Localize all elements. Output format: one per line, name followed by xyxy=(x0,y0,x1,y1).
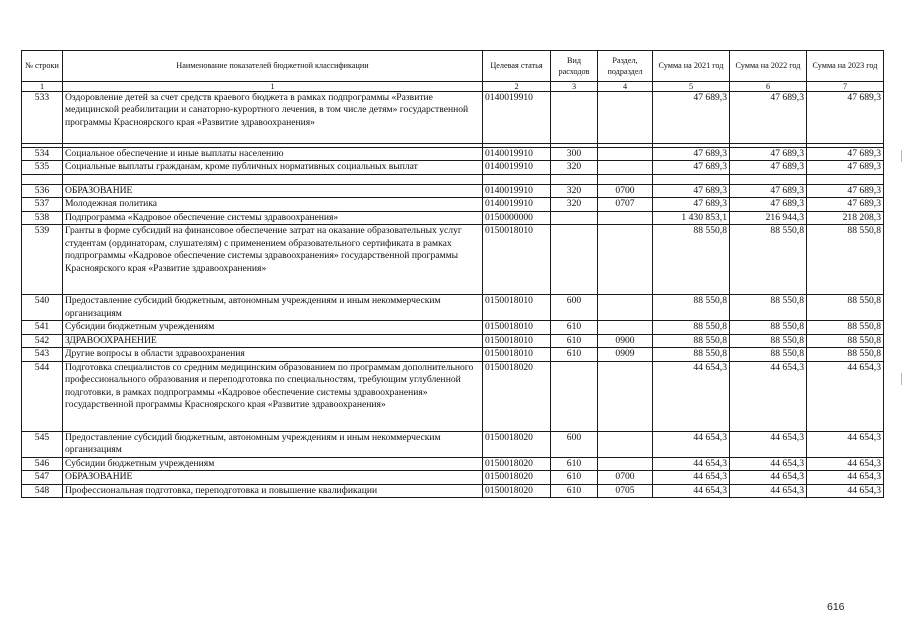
scan-mark xyxy=(901,373,902,385)
table-row xyxy=(22,321,884,334)
target-article: 0140019910 xyxy=(483,184,551,197)
section-code: 0900 xyxy=(598,334,653,347)
page-number: 616 xyxy=(827,601,845,613)
expense-type: 300 xyxy=(551,148,598,161)
indicator-name: Молодежная политика xyxy=(63,198,483,211)
sum-2023: 47 689,3 xyxy=(807,161,884,174)
sum-2021: 47 689,3 xyxy=(653,198,730,211)
indicator-name: Оздоровление детей за счет средств краевого бюджета в рамках подпрограммы «Развитие медицинской реабилитации и санаторно-курортного лечения, в том числе детям» государственной программы Красноярского края «Развитие здравоохранения» xyxy=(63,92,483,144)
target-article: 0150018010 xyxy=(483,348,551,361)
column-number: 2 xyxy=(483,82,551,92)
sum-2022: 47 689,3 xyxy=(730,198,807,211)
column-number: 4 xyxy=(598,82,653,92)
column-number: 1 xyxy=(22,82,63,92)
expense-type: 320 xyxy=(551,161,598,174)
indicator-name: Социальные выплаты гражданам, кроме публичных нормативных социальных выплат xyxy=(63,161,483,174)
indicator-name: Социальное обеспечение и иные выплаты населению xyxy=(63,148,483,161)
table-row xyxy=(22,348,884,361)
indicator-name: Субсидии бюджетным учреждениям xyxy=(63,321,483,334)
row-number: 546 xyxy=(22,457,63,470)
table-row xyxy=(22,225,884,295)
expense-type xyxy=(551,225,598,295)
table-row xyxy=(22,295,884,321)
sum-2021: 88 550,8 xyxy=(653,321,730,334)
table-row xyxy=(22,484,884,497)
target-article: 0150018020 xyxy=(483,484,551,497)
row-number: 540 xyxy=(22,295,63,321)
empty-cell xyxy=(807,174,884,184)
row-number: 535 xyxy=(22,161,63,174)
sum-2022: 47 689,3 xyxy=(730,92,807,144)
target-article: 0150018020 xyxy=(483,431,551,457)
target-article: 0150018010 xyxy=(483,295,551,321)
empty-cell xyxy=(63,174,483,184)
section-code xyxy=(598,225,653,295)
header-row-number: № строки xyxy=(22,51,63,82)
target-article: 0150018010 xyxy=(483,225,551,295)
indicator-name: Подготовка специалистов со средним медицинским образованием по программам дополнительного профессионального образования и переподготовка по специальностям, требующим углубленной подготовки, в рамках подпрограммы «Кадровое обеспечение системы здравоохранения» государственной программы Красноярского края «Развитие здравоохранения» xyxy=(63,361,483,431)
sum-2023: 88 550,8 xyxy=(807,348,884,361)
expense-type: 320 xyxy=(551,198,598,211)
sum-2023: 47 689,3 xyxy=(807,92,884,144)
indicator-name: Другие вопросы в области здравоохранения xyxy=(63,348,483,361)
indicator-name: ОБРАЗОВАНИЕ xyxy=(63,184,483,197)
sum-2023: 88 550,8 xyxy=(807,295,884,321)
table-row xyxy=(22,92,884,144)
section-code xyxy=(598,148,653,161)
sum-2023: 218 208,3 xyxy=(807,211,884,224)
sum-2023: 44 654,3 xyxy=(807,457,884,470)
sum-2021: 44 654,3 xyxy=(653,361,730,431)
sum-2023: 44 654,3 xyxy=(807,484,884,497)
section-code: 0909 xyxy=(598,348,653,361)
table-spacer-row xyxy=(22,174,884,184)
header-expense-type: Вид расходов xyxy=(551,51,598,82)
sum-2022: 47 689,3 xyxy=(730,161,807,174)
row-number: 548 xyxy=(22,484,63,497)
row-number: 544 xyxy=(22,361,63,431)
section-code xyxy=(598,457,653,470)
indicator-name: Подпрограмма «Кадровое обеспечение системы здравоохранения» xyxy=(63,211,483,224)
section-code: 0700 xyxy=(598,184,653,197)
table-row xyxy=(22,361,884,431)
target-article: 0140019910 xyxy=(483,198,551,211)
table-row xyxy=(22,148,884,161)
sum-2022: 216 944,3 xyxy=(730,211,807,224)
section-code xyxy=(598,211,653,224)
indicator-name: Профессиональная подготовка, переподготовка и повышение квалификации xyxy=(63,484,483,497)
section-code: 0700 xyxy=(598,471,653,484)
sum-2021: 88 550,8 xyxy=(653,348,730,361)
expense-type: 610 xyxy=(551,484,598,497)
sum-2023: 47 689,3 xyxy=(807,198,884,211)
table-body xyxy=(22,92,884,498)
header-section: Раздел, подраздел xyxy=(598,51,653,82)
indicator-name: ЗДРАВООХРАНЕНИЕ xyxy=(63,334,483,347)
column-number: 6 xyxy=(730,82,807,92)
sum-2023: 88 550,8 xyxy=(807,334,884,347)
column-number: 1 xyxy=(63,82,483,92)
row-number: 541 xyxy=(22,321,63,334)
target-article: 0150018010 xyxy=(483,334,551,347)
table-row xyxy=(22,334,884,347)
expense-type: 610 xyxy=(551,457,598,470)
column-number-row xyxy=(22,82,884,92)
table-row xyxy=(22,471,884,484)
budget-table xyxy=(21,50,884,498)
target-article: 0150000000 xyxy=(483,211,551,224)
header-sum-2022: Сумма на 2022 год xyxy=(730,51,807,82)
row-number: 539 xyxy=(22,225,63,295)
expense-type: 610 xyxy=(551,334,598,347)
expense-type: 320 xyxy=(551,184,598,197)
indicator-name: Предоставление субсидий бюджетным, автономным учреждениям и иным некоммерческим организациям xyxy=(63,431,483,457)
section-code xyxy=(598,295,653,321)
column-number: 3 xyxy=(551,82,598,92)
sum-2021: 44 654,3 xyxy=(653,431,730,457)
sum-2022: 44 654,3 xyxy=(730,471,807,484)
section-code xyxy=(598,92,653,144)
section-code xyxy=(598,161,653,174)
sum-2023: 88 550,8 xyxy=(807,225,884,295)
sum-2023: 44 654,3 xyxy=(807,361,884,431)
row-number: 545 xyxy=(22,431,63,457)
sum-2022: 47 689,3 xyxy=(730,184,807,197)
empty-cell xyxy=(551,174,598,184)
row-number: 538 xyxy=(22,211,63,224)
section-code: 0707 xyxy=(598,198,653,211)
table-row xyxy=(22,431,884,457)
sum-2021: 88 550,8 xyxy=(653,334,730,347)
table-header xyxy=(22,51,884,92)
expense-type xyxy=(551,211,598,224)
expense-type: 600 xyxy=(551,431,598,457)
row-number: 536 xyxy=(22,184,63,197)
row-number: 542 xyxy=(22,334,63,347)
table-row xyxy=(22,211,884,224)
section-code: 0705 xyxy=(598,484,653,497)
header-sum-2023: Сумма на 2023 год xyxy=(807,51,884,82)
expense-type: 610 xyxy=(551,471,598,484)
indicator-name: ОБРАЗОВАНИЕ xyxy=(63,471,483,484)
expense-type xyxy=(551,361,598,431)
sum-2022: 44 654,3 xyxy=(730,457,807,470)
sum-2021: 47 689,3 xyxy=(653,148,730,161)
row-number: 537 xyxy=(22,198,63,211)
sum-2023: 44 654,3 xyxy=(807,431,884,457)
section-code xyxy=(598,361,653,431)
expense-type: 600 xyxy=(551,295,598,321)
column-number: 5 xyxy=(653,82,730,92)
sum-2021: 47 689,3 xyxy=(653,92,730,144)
header-sum-2021: Сумма на 2021 год xyxy=(653,51,730,82)
target-article: 0140019910 xyxy=(483,148,551,161)
row-number: 534 xyxy=(22,148,63,161)
row-number: 547 xyxy=(22,471,63,484)
section-code xyxy=(598,321,653,334)
table-row xyxy=(22,457,884,470)
sum-2022: 88 550,8 xyxy=(730,295,807,321)
empty-cell xyxy=(22,174,63,184)
sum-2021: 44 654,3 xyxy=(653,457,730,470)
sum-2021: 88 550,8 xyxy=(653,225,730,295)
sum-2023: 47 689,3 xyxy=(807,148,884,161)
sum-2021: 47 689,3 xyxy=(653,184,730,197)
sum-2022: 44 654,3 xyxy=(730,484,807,497)
sum-2021: 47 689,3 xyxy=(653,161,730,174)
sum-2023: 47 689,3 xyxy=(807,184,884,197)
sum-2022: 44 654,3 xyxy=(730,361,807,431)
sum-2022: 88 550,8 xyxy=(730,225,807,295)
table-row xyxy=(22,161,884,174)
row-number: 533 xyxy=(22,92,63,144)
sum-2021: 44 654,3 xyxy=(653,484,730,497)
target-article: 0150018020 xyxy=(483,471,551,484)
empty-cell xyxy=(730,174,807,184)
table-row xyxy=(22,198,884,211)
column-number: 7 xyxy=(807,82,884,92)
scan-mark xyxy=(901,150,902,162)
target-article: 0150018020 xyxy=(483,361,551,431)
sum-2021: 1 430 853,1 xyxy=(653,211,730,224)
indicator-name: Предоставление субсидий бюджетным, автономным учреждениям и иным некоммерческим организациям xyxy=(63,295,483,321)
target-article: 0140019910 xyxy=(483,161,551,174)
sum-2022: 47 689,3 xyxy=(730,148,807,161)
section-code xyxy=(598,431,653,457)
sum-2021: 44 654,3 xyxy=(653,471,730,484)
target-article: 0150018020 xyxy=(483,457,551,470)
header-indicator-name: Наименование показателей бюджетной классификации xyxy=(63,51,483,82)
sum-2022: 44 654,3 xyxy=(730,431,807,457)
row-number: 543 xyxy=(22,348,63,361)
expense-type xyxy=(551,92,598,144)
expense-type: 610 xyxy=(551,321,598,334)
table-row xyxy=(22,184,884,197)
sum-2022: 88 550,8 xyxy=(730,334,807,347)
target-article: 0140019910 xyxy=(483,92,551,144)
sum-2021: 88 550,8 xyxy=(653,295,730,321)
indicator-name: Субсидии бюджетным учреждениям xyxy=(63,457,483,470)
empty-cell xyxy=(483,174,551,184)
target-article: 0150018010 xyxy=(483,321,551,334)
empty-cell xyxy=(598,174,653,184)
empty-cell xyxy=(653,174,730,184)
sum-2022: 88 550,8 xyxy=(730,321,807,334)
expense-type: 610 xyxy=(551,348,598,361)
indicator-name: Гранты в форме субсидий на финансовое обеспечение затрат на оказание образовательных услуг студентам (ординаторам, слушателям) с применением образовательного сертификата в рамках подпрограммы «Кадровое обеспечение системы здравоохранения» государственной программы Красноярского края «Развитие здравоохранения» xyxy=(63,225,483,295)
sum-2023: 88 550,8 xyxy=(807,321,884,334)
sum-2023: 44 654,3 xyxy=(807,471,884,484)
sum-2022: 88 550,8 xyxy=(730,348,807,361)
header-target-article: Целевая статья xyxy=(483,51,551,82)
